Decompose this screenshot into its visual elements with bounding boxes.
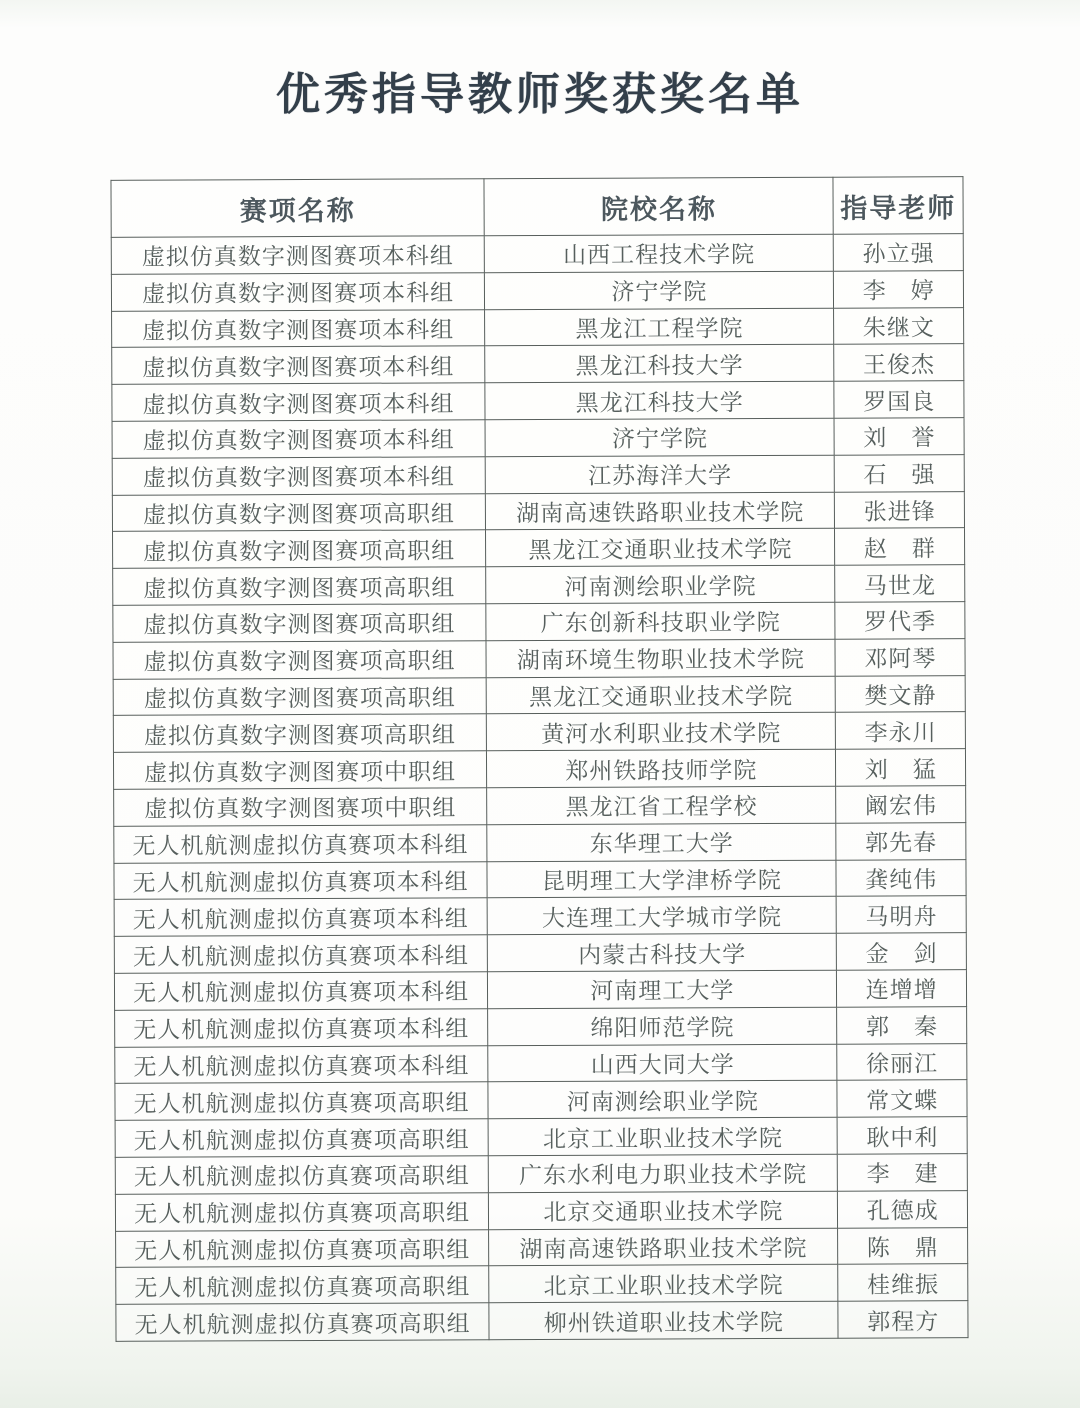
teacher-cell: 郭程方 <box>838 1301 968 1338</box>
school-cell: 黑龙江工程学院 <box>485 308 834 346</box>
teacher-cell: 常文蝶 <box>837 1080 967 1117</box>
table-header-row <box>111 177 963 238</box>
event-cell: 虚拟仿真数字测图赛项中职组 <box>113 751 486 789</box>
teacher-cell: 朱继文 <box>834 307 964 344</box>
teacher-cell: 李 建 <box>838 1154 968 1191</box>
event-cell: 虚拟仿真数字测图赛项高职组 <box>113 604 486 642</box>
event-cell: 无人机航测虚拟仿真赛项本科组 <box>115 1045 488 1083</box>
event-cell: 虚拟仿真数字测图赛项本科组 <box>112 420 485 458</box>
event-cell: 虚拟仿真数字测图赛项本科组 <box>112 383 485 421</box>
event-cell: 虚拟仿真数字测图赛项中职组 <box>114 788 487 826</box>
event-cell: 虚拟仿真数字测图赛项高职组 <box>113 567 486 605</box>
table-row <box>112 344 964 385</box>
table-row <box>116 1227 968 1268</box>
school-cell: 北京交通职业技术学院 <box>489 1191 838 1229</box>
teacher-cell: 孔德成 <box>838 1190 968 1227</box>
table-row <box>113 638 965 679</box>
event-cell: 虚拟仿真数字测图赛项高职组 <box>112 493 485 531</box>
table-row <box>116 1301 968 1342</box>
school-cell: 山西工程技术学院 <box>484 234 833 272</box>
school-cell: 柳州铁道职业技术学院 <box>489 1301 838 1339</box>
event-cell: 虚拟仿真数字测图赛项本科组 <box>112 309 485 347</box>
school-cell: 北京工业职业技术学院 <box>489 1265 838 1303</box>
column-header-teacher: 指导老师 <box>833 177 963 235</box>
school-cell: 黑龙江科技大学 <box>485 345 834 383</box>
teacher-cell: 李永川 <box>836 712 966 749</box>
school-cell: 湖南环境生物职业技术学院 <box>486 639 835 677</box>
table-row <box>115 1117 967 1158</box>
event-cell: 虚拟仿真数字测图赛项本科组 <box>112 457 485 495</box>
table-row <box>113 749 965 790</box>
table-row <box>116 1264 968 1305</box>
teacher-cell: 郭先春 <box>836 822 966 859</box>
event-cell: 无人机航测虚拟仿真赛项高职组 <box>115 1082 488 1120</box>
teacher-cell: 陈 鼎 <box>838 1227 968 1264</box>
teacher-cell: 樊文静 <box>836 675 966 712</box>
table-row <box>112 491 964 532</box>
teacher-cell: 连增增 <box>837 970 967 1007</box>
school-cell: 黑龙江科技大学 <box>485 381 834 419</box>
table-row <box>113 712 965 753</box>
teacher-cell: 李 婷 <box>834 270 964 307</box>
school-cell: 大连理工大学城市学院 <box>487 897 836 935</box>
school-cell: 济宁学院 <box>485 271 834 309</box>
teacher-cell: 石 强 <box>835 454 965 491</box>
school-cell: 广东水利电力职业技术学院 <box>488 1154 837 1192</box>
school-cell: 河南测绘职业学院 <box>486 565 835 603</box>
teacher-cell: 耿中利 <box>838 1117 968 1154</box>
table-row <box>115 1043 967 1084</box>
table-row <box>112 307 964 348</box>
table-row <box>113 528 965 569</box>
column-header-school: 院校名称 <box>484 177 834 236</box>
event-cell: 无人机航测虚拟仿真赛项本科组 <box>114 935 487 973</box>
table-row <box>114 896 966 937</box>
school-cell: 江苏海洋大学 <box>485 455 834 493</box>
table-row <box>114 933 966 974</box>
event-cell: 无人机航测虚拟仿真赛项高职组 <box>115 1156 488 1194</box>
table-row <box>113 602 965 643</box>
school-cell: 广东创新科技职业学院 <box>486 602 835 640</box>
teacher-cell: 龚纯伟 <box>836 859 966 896</box>
teacher-cell: 刘 猛 <box>836 749 966 786</box>
teacher-cell: 罗国良 <box>834 381 964 418</box>
table-row <box>112 381 964 422</box>
table-row <box>112 418 964 459</box>
table-row <box>115 1154 967 1195</box>
table-row <box>115 1080 967 1121</box>
teacher-cell: 邓阿琴 <box>835 638 965 675</box>
teacher-cell: 王俊杰 <box>834 344 964 381</box>
teacher-cell: 马世龙 <box>835 565 965 602</box>
table-row <box>111 270 963 311</box>
award-table <box>110 176 968 1342</box>
school-cell: 郑州铁路技师学院 <box>487 749 836 787</box>
school-cell: 黑龙江省工程学校 <box>487 786 836 824</box>
school-cell: 绵阳师范学院 <box>488 1007 837 1045</box>
table-row <box>112 454 964 495</box>
school-cell: 河南理工大学 <box>488 970 837 1008</box>
event-cell: 无人机航测虚拟仿真赛项高职组 <box>116 1229 489 1267</box>
event-cell: 无人机航测虚拟仿真赛项本科组 <box>115 1008 488 1046</box>
teacher-cell: 罗代季 <box>835 602 965 639</box>
school-cell: 东华理工大学 <box>487 823 836 861</box>
event-cell: 虚拟仿真数字测图赛项本科组 <box>111 236 484 274</box>
teacher-cell: 金 剑 <box>837 933 967 970</box>
school-cell: 昆明理工大学津桥学院 <box>487 860 836 898</box>
teacher-cell: 郭 秦 <box>837 1006 967 1043</box>
teacher-cell: 桂维振 <box>838 1264 968 1301</box>
table-row <box>115 1190 967 1231</box>
event-cell: 无人机航测虚拟仿真赛项高职组 <box>116 1266 489 1304</box>
teacher-cell: 马明舟 <box>837 896 967 933</box>
school-cell: 济宁学院 <box>485 418 834 456</box>
event-cell: 虚拟仿真数字测图赛项本科组 <box>112 346 485 384</box>
teacher-cell: 徐丽江 <box>837 1043 967 1080</box>
table-row <box>115 1006 967 1047</box>
table-row <box>113 565 965 606</box>
event-cell: 虚拟仿真数字测图赛项高职组 <box>113 677 486 715</box>
table-row <box>114 970 966 1011</box>
event-cell: 虚拟仿真数字测图赛项高职组 <box>113 640 486 678</box>
school-cell: 黄河水利职业技术学院 <box>486 713 835 751</box>
school-cell: 北京工业职业技术学院 <box>488 1117 837 1155</box>
table-row <box>114 822 966 863</box>
school-cell: 湖南高速铁路职业技术学院 <box>489 1228 838 1266</box>
school-cell: 内蒙古科技大学 <box>487 933 836 971</box>
event-cell: 无人机航测虚拟仿真赛项本科组 <box>114 824 487 862</box>
school-cell: 山西大同大学 <box>488 1044 837 1082</box>
table-row <box>114 859 966 900</box>
event-cell: 虚拟仿真数字测图赛项高职组 <box>113 714 486 752</box>
school-cell: 湖南高速铁路职业技术学院 <box>486 492 835 530</box>
school-cell: 河南测绘职业学院 <box>488 1081 837 1119</box>
event-cell: 虚拟仿真数字测图赛项本科组 <box>111 273 484 311</box>
teacher-cell: 刘 誉 <box>835 418 965 455</box>
table-row <box>113 675 965 716</box>
event-cell: 无人机航测虚拟仿真赛项本科组 <box>114 898 487 936</box>
table-row <box>114 786 966 827</box>
school-cell: 黑龙江交通职业技术学院 <box>486 529 835 567</box>
teacher-cell: 赵 群 <box>835 528 965 565</box>
teacher-cell: 张进锋 <box>835 491 965 528</box>
event-cell: 无人机航测虚拟仿真赛项本科组 <box>114 861 487 899</box>
school-cell: 黑龙江交通职业技术学院 <box>486 676 835 714</box>
event-cell: 无人机航测虚拟仿真赛项本科组 <box>114 972 487 1010</box>
column-header-event: 赛项名称 <box>111 179 484 238</box>
page-title: 优秀指导教师奖获奖名单 <box>276 70 804 119</box>
event-cell: 无人机航测虚拟仿真赛项高职组 <box>115 1119 488 1157</box>
teacher-cell: 阚宏伟 <box>836 786 966 823</box>
event-cell: 虚拟仿真数字测图赛项高职组 <box>113 530 486 568</box>
event-cell: 无人机航测虚拟仿真赛项高职组 <box>115 1192 488 1230</box>
table-row <box>111 234 963 275</box>
table-body <box>111 234 968 1342</box>
event-cell: 无人机航测虚拟仿真赛项高职组 <box>116 1303 489 1341</box>
teacher-cell: 孙立强 <box>834 234 964 271</box>
